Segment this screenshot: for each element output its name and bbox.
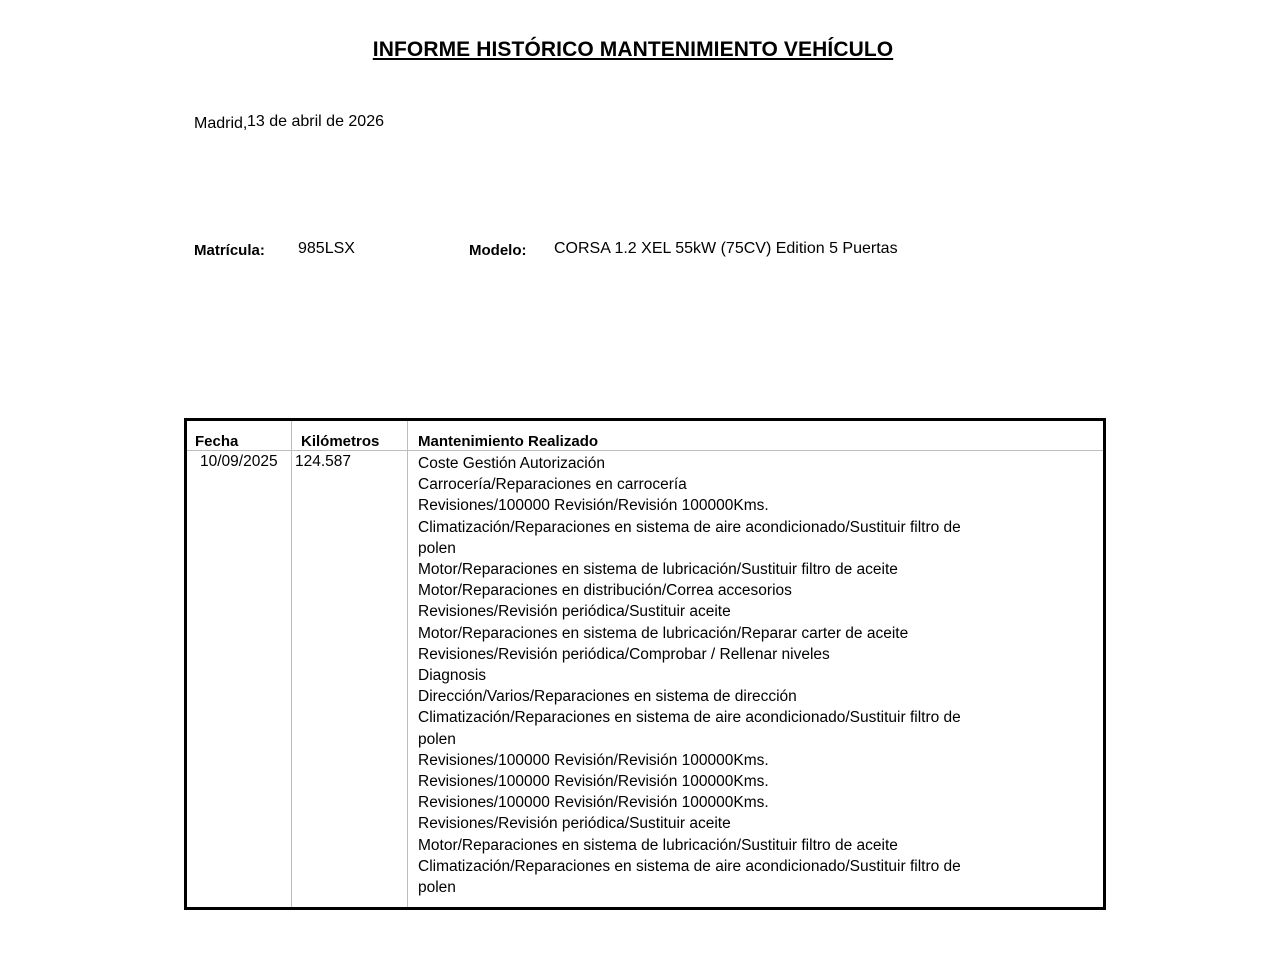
maintenance-item: Revisiones/Revisión periódica/Sustituir aceite <box>418 603 731 621</box>
column-divider-date <box>291 421 292 907</box>
maintenance-item: Motor/Reparaciones en distribución/Correa accesorios <box>418 582 792 600</box>
report-date: 13 de abril de 2026 <box>247 113 384 130</box>
maintenance-item: Revisiones/100000 Revisión/Revisión 100000Kms. <box>418 794 769 812</box>
maintenance-table <box>184 418 1106 910</box>
row-km: 124.587 <box>295 453 352 470</box>
model-label: Modelo: <box>469 242 527 259</box>
maintenance-item: Motor/Reparaciones en sistema de lubricación/Sustituir filtro de aceite <box>418 836 898 854</box>
plate-value: 985LSX <box>298 240 355 257</box>
maintenance-list <box>418 453 988 898</box>
header-maintenance: Mantenimiento Realizado <box>418 433 599 450</box>
model-value: CORSA 1.2 XEL 55kW (75CV) Edition 5 Puertas <box>554 240 898 257</box>
maintenance-item: Revisiones/100000 Revisión/Revisión 100000Kms. <box>418 497 769 515</box>
maintenance-item: Climatización/Reparaciones en sistema de aire acondicionado/Sustituir filtro de polen <box>418 518 961 557</box>
maintenance-item: Revisiones/100000 Revisión/Revisión 100000Kms. <box>418 773 769 791</box>
row-date: 10/09/2025 <box>200 453 278 470</box>
maintenance-item: Revisiones/100000 Revisión/Revisión 100000Kms. <box>418 751 769 769</box>
maintenance-item: Climatización/Reparaciones en sistema de aire acondicionado/Sustituir filtro de polen <box>418 857 961 897</box>
maintenance-item: Motor/Reparaciones en sistema de lubricación/Sustituir filtro de aceite <box>418 561 898 579</box>
maintenance-item: Carrocería/Reparaciones en carrocería <box>418 476 687 494</box>
header-date: Fecha <box>195 433 239 450</box>
maintenance-item: Climatización/Reparaciones en sistema de aire acondicionado/Sustituir filtro de polen <box>418 709 961 748</box>
column-divider-km <box>407 421 408 907</box>
maintenance-item: Coste Gestión Autorización <box>418 455 605 472</box>
header-divider <box>187 450 1103 451</box>
maintenance-item: Revisiones/Revisión periódica/Comprobar / Rellenar niveles <box>418 645 830 663</box>
maintenance-item: Motor/Reparaciones en sistema de lubricación/Reparar carter de aceite <box>418 624 909 642</box>
report-title: INFORME HISTÓRICO MANTENIMIENTO VEHÍCULO <box>372 38 894 61</box>
plate-label: Matrícula: <box>194 242 265 259</box>
maintenance-item: Dirección/Varios/Reparaciones en sistema de dirección <box>418 688 797 706</box>
maintenance-item: Revisiones/Revisión periódica/Sustituir aceite <box>418 815 731 833</box>
header-km: Kilómetros <box>301 433 380 450</box>
maintenance-item: Diagnosis <box>418 667 487 685</box>
place-label: Madrid, <box>194 115 248 132</box>
